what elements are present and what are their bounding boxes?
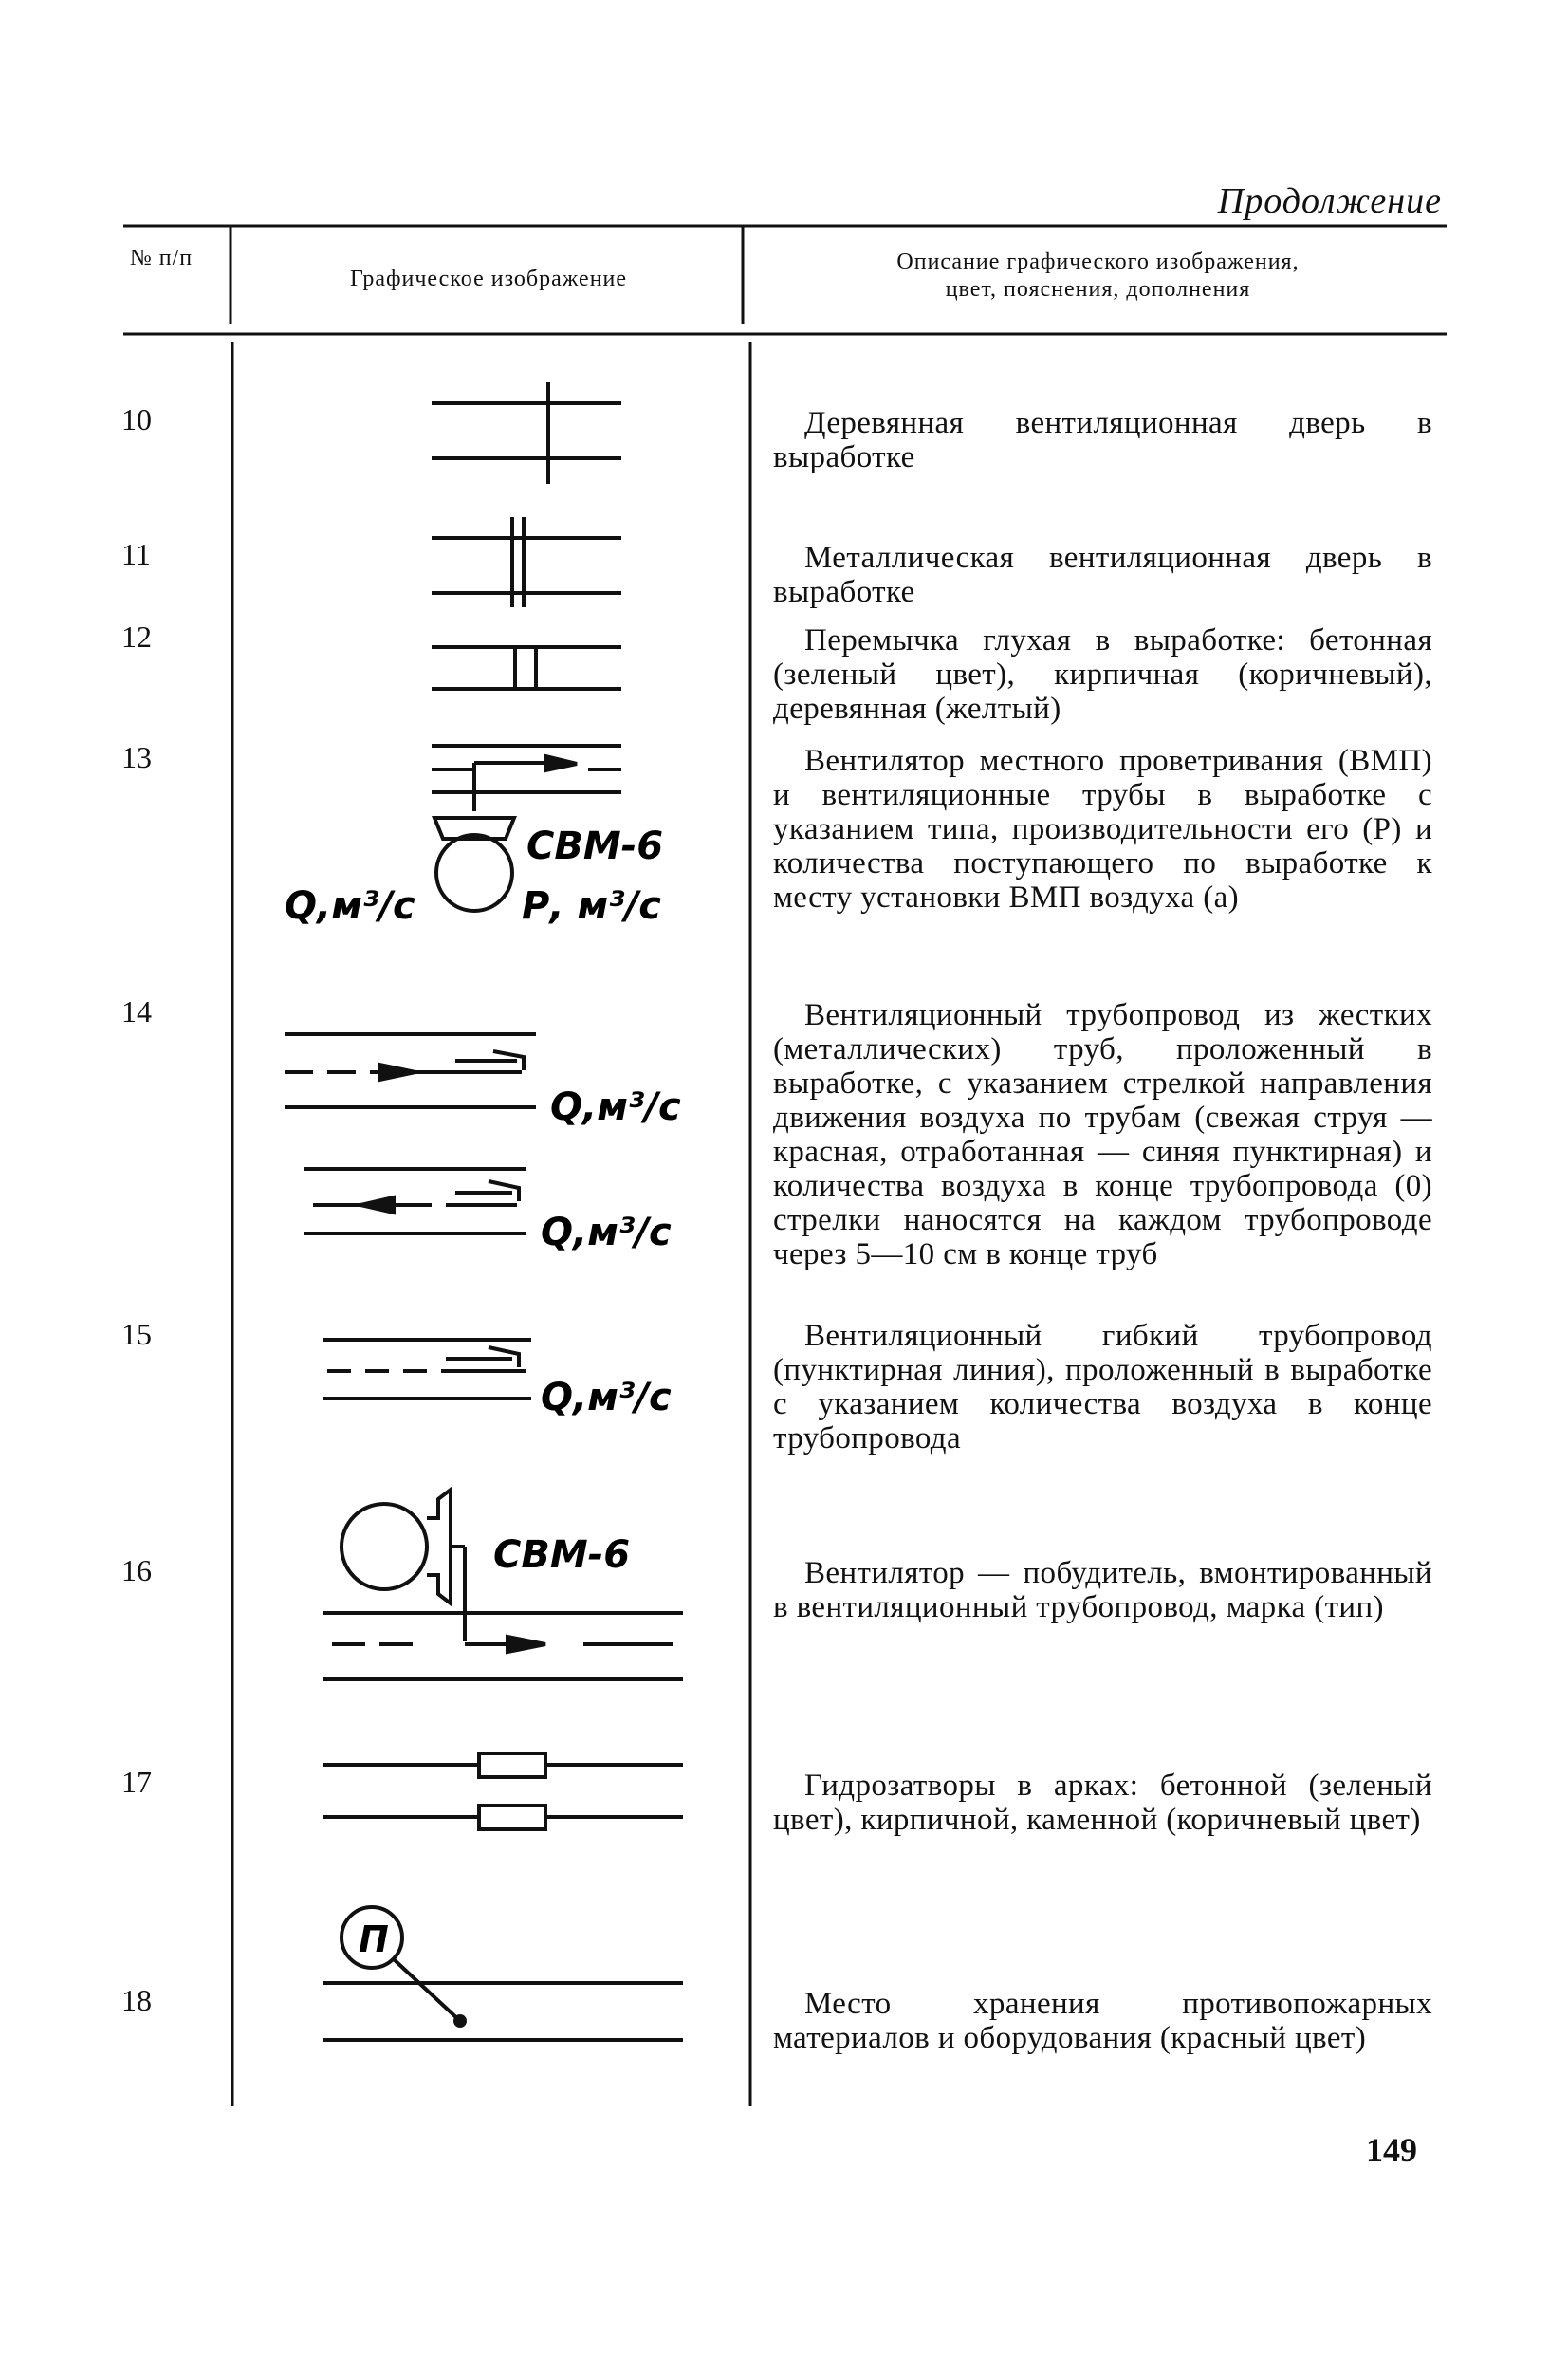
row-number-13: 13 [121, 740, 152, 774]
label-fan16-type: СВМ-6 [493, 1533, 631, 1577]
row-number-15: 15 [121, 1317, 152, 1351]
label-q-flow-13: Q,м³/с [285, 884, 415, 928]
header-description-line1: Описание графического изображения, [896, 250, 1300, 274]
symbol-bulkhead [432, 647, 621, 689]
header-number-text: № п/п [129, 246, 194, 270]
row-description-13: Вентилятор местного проветривания (ВМП) и вентиляционные трубы в выработке с указанием типа, производительности его (Р) и количества поступающего по выработке к месту установки ВМП воздуха (а) [773, 744, 1432, 915]
row-number-10: 10 [121, 402, 152, 436]
header-description-line2: цвет, пояснения, дополнения [945, 277, 1251, 302]
label-q-flow-14b: Q,м³/с [541, 1211, 672, 1254]
symbol-metal-door [432, 517, 621, 607]
page-number: 149 [1366, 2131, 1417, 2169]
label-fan-type: СВМ-6 [526, 825, 664, 868]
row-description-11: Металлическая вентиляционная дверь в выработке [773, 541, 1432, 609]
row-description-18: Место хранения противопожарных материалов и оборудования (красный цвет) [773, 1987, 1432, 2055]
label-storage-letter: П [359, 1918, 389, 1960]
header-image: Графическое изображение [349, 267, 628, 291]
row-number-12: 12 [121, 620, 152, 654]
symbol-wooden-door [432, 382, 621, 484]
row-description-17: Гидрозатворы в арках: бетонной (зеленый цвет), кирпичной, каменной (коричневый цвет) [773, 1769, 1432, 1837]
label-q-flow-15: Q,м³/с [541, 1376, 672, 1419]
symbol-booster-fan [323, 1490, 683, 1679]
row-number-17: 17 [121, 1765, 152, 1799]
symbol-water-seals [323, 1753, 683, 1829]
row-number-16: 16 [121, 1553, 152, 1587]
row-description-14: Вентиляционный трубопровод из жестких (металлических) труб, проложенный в выработке, с указанием стрелкой направления движения воздуха по трубам (свежая струя — красная, отработанная — синяя пунктирная) и количества воздуха в конце трубопровода (0) стрелки наносятся на каждом трубопроводе через 5—10 см в конце труб [773, 998, 1432, 1271]
row-number-18: 18 [121, 1983, 152, 2017]
symbol-rigid-pipeline [285, 1034, 536, 1233]
symbol-flexible-pipeline [323, 1340, 531, 1399]
row-description-16: Вентилятор — побудитель, вмонтированный в вентиляционный трубопровод, марка (тип) [773, 1556, 1432, 1624]
row-number-14: 14 [121, 994, 152, 1029]
label-q-flow-14a: Q,м³/с [550, 1085, 681, 1129]
row-description-10: Деревянная вентиляционная дверь в выработке [773, 406, 1432, 474]
row-number-11: 11 [121, 537, 151, 571]
label-p-flow-13: Р, м³/с [522, 884, 661, 928]
row-description-15: Вентиляционный гибкий трубопровод (пунктирная линия), проложенный в выработке с указанием количества воздуха в конце трубопровода [773, 1319, 1432, 1455]
continuation-label: Продолжение [1217, 181, 1442, 221]
row-description-12: Перемычка глухая в выработке: бетонная (зеленый цвет), кирпичная (коричневый), деревянная (желтый) [773, 623, 1432, 726]
